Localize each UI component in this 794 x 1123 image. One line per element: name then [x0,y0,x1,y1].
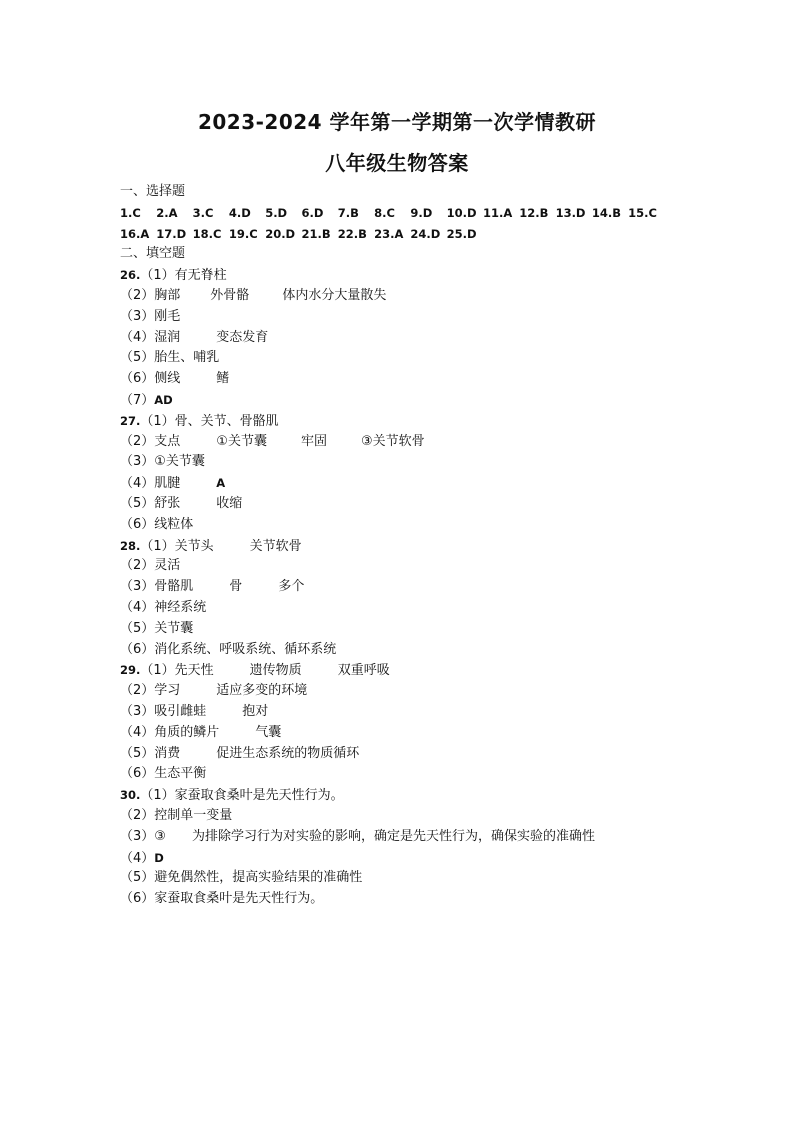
choice-answer: 13.D [555,205,586,220]
q26-part-4 [120,328,740,349]
choice-answer: 1.C [120,205,141,220]
answer: 生态平衡 [154,766,207,782]
q26-part-1 [120,265,740,286]
q26-part-3 [120,307,740,328]
choice-answer: 18.C [192,226,222,241]
q28-part-5 [120,619,740,640]
part-mark: （3） [120,454,155,470]
choice-answer: 8.C [374,205,395,220]
part-mark: （1） [140,268,175,284]
answer: 体内水分大量散失 [282,287,387,303]
q28-part-1 [120,536,740,557]
choice-answer: 14.B [591,205,621,220]
part-mark: （5） [120,870,155,886]
part-mark: （7） [120,392,155,408]
answer: 支点 [154,433,181,449]
part-mark: （4） [120,724,155,740]
q30-part-3 [120,827,740,848]
choice-answer: 9.D [410,205,433,220]
part-mark: （6） [120,516,155,532]
q26-part-7 [120,390,740,411]
document-title: 2023-2024 学年第一学期第一次学情教研 [197,110,597,134]
part-mark: （6） [120,891,155,907]
answer: 湿润 [154,329,181,345]
part-mark: （4） [120,476,155,492]
choice-answers-row-1 [120,203,740,224]
answer: ③关节软骨 [360,433,425,449]
answer: 舒张 [154,495,181,511]
q27-part-3 [120,452,740,473]
part-mark: （6） [120,766,155,782]
choice-answer: 2.A [156,205,178,220]
document-subtitle: 八年级生物答案 [325,151,469,175]
q30-part-6 [120,889,740,910]
answer: 吸引雌蛙 [154,703,207,719]
q26-part-2 [120,286,740,307]
answer: 适应多变的环境 [216,683,308,699]
q30-part-2 [120,806,740,827]
q30-part-4 [120,848,740,869]
answer: 有无脊柱 [174,268,227,284]
choice-answer: 22.B [337,226,367,241]
answer: 双重呼吸 [337,663,390,679]
part-mark: （1） [140,538,175,554]
q29-part-6 [120,764,740,785]
part-mark: （4） [120,850,155,866]
choice-answer: 10.D [446,205,477,220]
answer: 神经系统 [154,599,207,615]
choice-answer: 19.C [228,226,258,241]
answer: 刚毛 [154,308,181,324]
q30-part-1 [120,785,740,806]
choice-answer: 20.D [265,226,296,241]
answer: AD [154,392,173,407]
part-mark: （2） [120,558,155,574]
answer: 消化系统、呼吸系统、循环系统 [154,641,337,657]
q27-part-4 [120,473,740,494]
answer: ①关节囊 [216,433,267,449]
part-mark: （5） [120,745,155,761]
answer: 为排除学习行为对实验的影响，确定是先天性行为，确保实验的准确性 [191,828,595,844]
answer: 关节囊 [154,620,194,636]
answer: 促进生态系统的物质循环 [216,745,360,761]
choice-answer: 16.A [120,226,150,241]
part-mark: （2） [120,433,155,449]
answer: 鳍 [216,371,230,387]
part-mark: （3） [120,828,155,844]
answer: 控制单一变量 [154,807,233,823]
answer: 家蚕取食桑叶是先天性行为。 [154,891,324,907]
choice-answers-row-2 [120,224,740,245]
part-mark: （4） [120,329,155,345]
answer: 气囊 [255,724,282,740]
choice-answer: 23.A [374,226,404,241]
answer: A [216,476,226,491]
choice-answer: 12.B [519,205,549,220]
answer: 肌腱 [154,476,181,492]
q29-part-4 [120,723,740,744]
q29-part-3 [120,702,740,723]
q27-part-1 [120,411,740,432]
answer: 家蚕取食桑叶是先天性行为。 [174,788,344,804]
section-heading-choice: 一、选择题 [120,184,186,199]
q28-part-3 [120,577,740,598]
answer: D [154,850,164,865]
answer: 牢固 [300,433,327,449]
part-mark: （3） [120,308,155,324]
part-mark: （2） [120,807,155,823]
answer: 外骨骼 [210,287,250,303]
question-number: 30. [120,788,141,803]
answer: 抱对 [242,703,269,719]
q29-part-5 [120,744,740,765]
section-heading-fill: 二、填空题 [120,246,186,262]
q30-part-5 [120,868,740,889]
answer: 收缩 [216,495,243,511]
answer: 学习 [154,683,181,699]
part-mark: （4） [120,599,155,615]
answer: 骨 [229,579,243,595]
choice-answer: 6.D [301,205,324,220]
answer: 遗传物质 [249,663,302,679]
question-number: 29. [120,663,141,678]
question-number: 27. [120,413,141,428]
answer: 灵活 [154,558,181,574]
choice-answer: 25.D [446,226,477,241]
answer: 先天性 [174,663,214,679]
q26-part-5 [120,348,740,369]
answer: 胎生、哺乳 [154,350,220,366]
part-mark: （1） [140,663,175,679]
answer: 关节头 [174,538,214,554]
part-mark: （5） [120,350,155,366]
answer: 角质的鳞片 [154,724,220,740]
choice-answer: 24.D [410,226,441,241]
part-mark: （6） [120,641,155,657]
q28-part-6 [120,640,740,661]
answer: 关节软骨 [249,538,302,554]
choice-answer: 3.C [192,205,214,220]
q28-part-2 [120,556,740,577]
answer: ③ [154,828,166,844]
question-number: 28. [120,538,141,553]
answer: 避免偶然性，提高实验结果的准确性 [154,870,363,886]
answer: 侧线 [154,371,181,387]
answer-body [120,182,740,910]
choice-answer: 15.C [628,205,657,220]
answer: 变态发育 [216,329,269,345]
choice-answer: 21.B [301,226,331,241]
answer: 骨骼肌 [154,579,194,595]
choice-answer: 7.B [337,205,359,220]
answer: 线粒体 [154,516,194,532]
part-mark: （6） [120,371,155,387]
part-mark: （5） [120,495,155,511]
q27-part-5 [120,494,740,515]
q29-part-1 [120,660,740,681]
part-mark: （1） [140,413,175,429]
answer: 消费 [154,745,181,761]
answer: ①关节囊 [154,454,205,470]
question-number: 26. [120,268,141,283]
answer: 多个 [278,579,305,595]
q29-part-2 [120,681,740,702]
part-mark: （3） [120,703,155,719]
q28-part-4 [120,598,740,619]
answer: 胸部 [154,287,181,303]
part-mark: （2） [120,287,155,303]
q27-part-2 [120,432,740,453]
q26-part-6 [120,369,740,390]
part-mark: （2） [120,683,155,699]
part-mark: （1） [140,788,175,804]
choice-answer: 11.A [482,205,513,220]
answer: 骨、关节、骨骼肌 [174,413,279,429]
choice-answer: 4.D [228,205,251,220]
choice-answer: 5.D [265,205,288,220]
part-mark: （5） [120,620,155,636]
choice-answer: 17.D [156,226,187,241]
q27-part-6 [120,515,740,536]
part-mark: （3） [120,579,155,595]
